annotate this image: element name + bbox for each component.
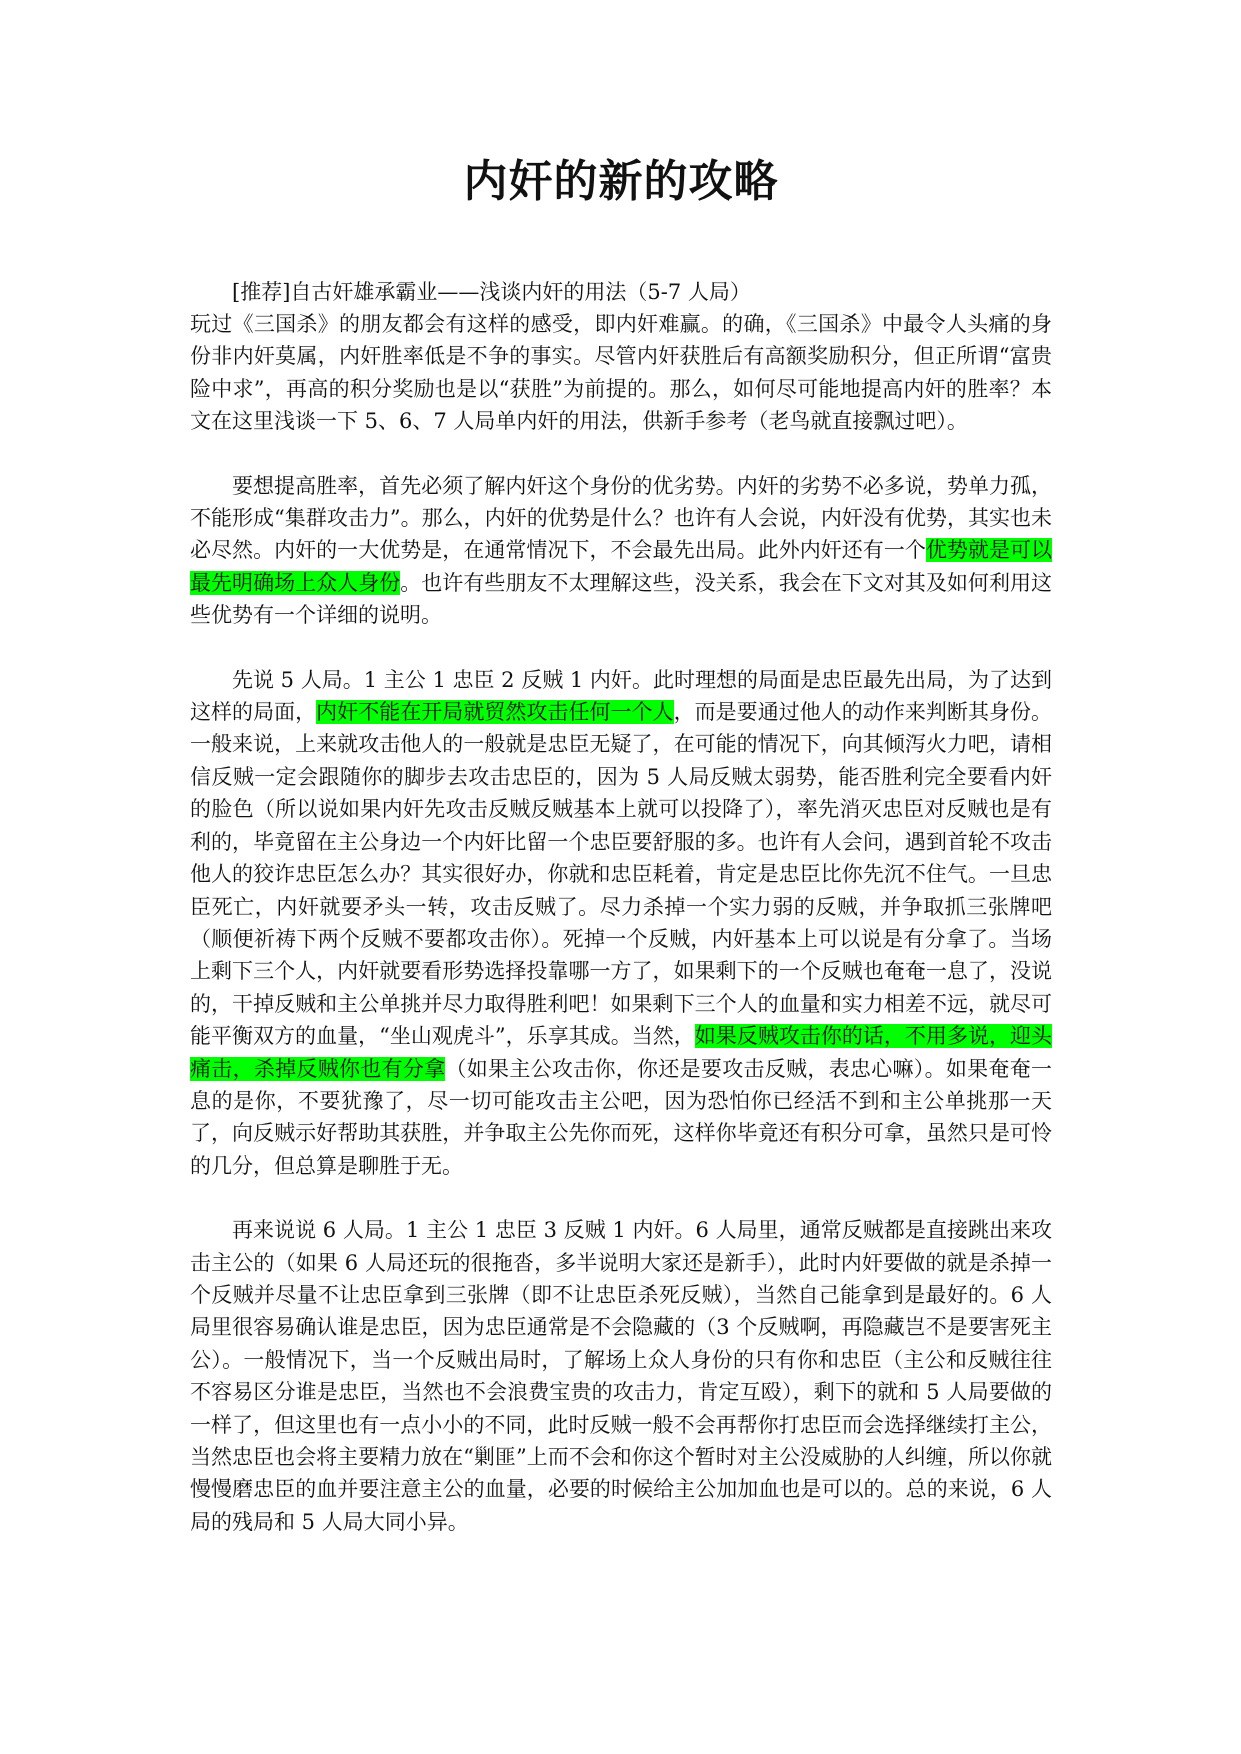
document-title: 内奸的新的攻略: [463, 156, 779, 207]
intro-paragraph: 玩过《三国杀》的朋友都会有这样的感受，即内奸难赢。的确，《三国杀》中最令人头痛的身份非内奸莫属，内奸胜率低是不争的事实。尽管内奸获胜后有高额奖励积分，但正所谓“富贵险中求”，再高的积分奖励也是以“获胜”为前提的。那么，如何尽可能地提高内奸的胜率？本文在这里浅谈一下 5、6、7 人局单内奸的用法，供新手参考（老鸟就直接飘过吧）。: [190, 312, 1052, 434]
paragraph-gap: [190, 632, 1052, 664]
paragraph-gap: [190, 1182, 1052, 1214]
text-run: （如果主公攻击你，你还是要攻击反贼，表忠心嘛）。如果奄奄一息的是你，不要犹豫了，尽一切可能攻击主公吧，因为恐怕你已经活不到和主公单挑那一天了，向反贼示好帮助其获胜，并争取主公先你而死，这样你毕竟还有积分可拿，虽然只是可怜的几分，但总算是聊胜于无。: [190, 1056, 1053, 1178]
paragraph-gap: [190, 438, 1052, 470]
document-page: [190, 150, 1052, 1538]
text-run: 要想提高胜率，首先必须了解内奸这个身份的优劣势。内奸的劣势不必多说，势单力孤，不能形成“集群攻击力”。那么，内奸的优势是什么？也许有人会说，内奸没有优势，其实也未必尽然。内奸的一大优势是，在通常情况下，不会最先出局。此外内奸还有一个: [190, 473, 1052, 563]
text-run: 先说 5 人局。1 主公 1 忠臣 2 反贼 1 内奸。此时理想的局面是忠臣最先出局，为了达到这样的局面，: [190, 667, 1052, 725]
highlighted-text: 优势就是可以最先明确场上众人身份: [190, 538, 1052, 595]
paragraph-advantages: [190, 470, 1052, 632]
highlighted-text: 如果反贼攻击你的话，不用多说，迎头痛击，杀掉反贼你也有分拿: [190, 1024, 1052, 1081]
paragraph-six-player: 再来说说 6 人局。1 主公 1 忠臣 3 反贼 1 内奸。6 人局里，通常反贼都是直接跳出来攻击主公的（如果 6 人局还玩的很拖沓，多半说明大家还是新手），此时内奸要做的就是杀掉一个反贼并尽量不让忠臣拿到三张牌（即不让忠臣杀死反贼），当然自己能拿到是最好的。6 人局里很容易确认谁是忠臣，因为忠臣通常是不会隐藏的（3 个反贼啊，再隐藏岂不是要害死主公）。一般情况下，当一个反贼出局时，了解场上众人身份的只有你和忠臣（主公和反贼往往不容易区分谁是忠臣，当然也不会浪费宝贵的攻击力，肯定互殴），剩下的就和 5 人局要做的一样了，但这里也有一点小小的不同，此时反贼一般不会再帮你打忠臣而会选择继续打主公，当然忠臣也会将主要精力放在“剿匪”上而不会和你这个暂时对主公没威胁的人纠缠，所以你就慢慢磨忠臣的血并要注意主公的血量，必要的时候给主公加加血也是可以的。总的来说，6 人局的残局和 5 人局大同小异。: [190, 1218, 1052, 1534]
text-run: 。也许有些朋友不太理解这些，没关系，我会在下文对其及如何利用这些优势有一个详细的说明。: [190, 570, 1052, 628]
document-subtitle: [推荐]自古奸雄承霸业——浅谈内奸的用法（5-7 人局）: [232, 280, 751, 304]
highlighted-text: 内奸不能在开局就贸然攻击任何一个人: [316, 700, 674, 725]
text-run: ，而是要通过他人的动作来判断其身份。一般来说，上来就攻击他人的一般就是忠臣无疑了，在可能的情况下，向其倾泻火力吧，请相信反贼一定会跟随你的脚步去攻击忠臣的，因为 5 人局反贼太弱势，能否胜利完全要看内奸的脸色（所以说如果内奸先攻击反贼反贼基本上就可以投降了），率先消灭忠臣对反贼也是有利的，毕竟留在主公身边一个内奸比留一个忠臣要舒服的多。也许有人会问，遇到首轮不攻击他人的狡诈忠臣怎么办？其实很好办，你就和忠臣耗着，肯定是忠臣比你先沉不住气。一旦忠臣死亡，内奸就要矛头一转，攻击反贼了。尽力杀掉一个实力弱的反贼，并争取抓三张牌吧（顺便祈祷下两个反贼不要都攻击你）。死掉一个反贼，内奸基本上可以说是有分拿了。当场上剩下三个人，内奸就要看形势选择投靠哪一方了，如果剩下的一个反贼也奄奄一息了，没说的，干掉反贼和主公单挑并尽力取得胜利吧！如果剩下三个人的血量和实力相差不远，就尽可能平衡双方的血量，“坐山观虎斗”，乐享其成。当然，: [190, 700, 1053, 1049]
paragraph-five-player: [190, 664, 1052, 1183]
